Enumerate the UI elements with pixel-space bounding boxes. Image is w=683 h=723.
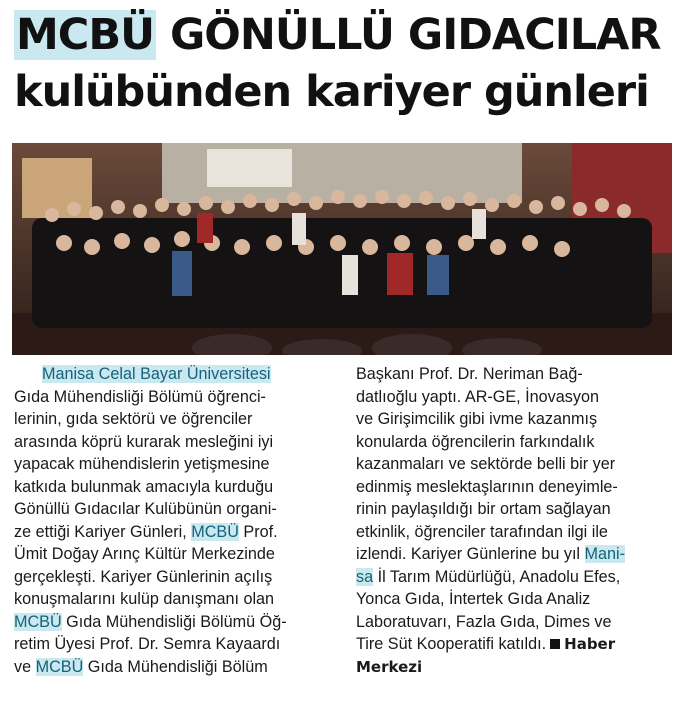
text-line: Ümit Doğay Arınç Kültür Merkezinde xyxy=(14,545,275,563)
text-fragment: ze ettiği Kariyer Günleri, xyxy=(14,522,192,541)
text-line: Yonca Gıda, İntertek Gıda Analiz xyxy=(356,590,591,608)
text-line: ve Girişimcilik gibi ivme kazanmış xyxy=(356,410,598,428)
text-line: konularda öğrencilerin farkındalık xyxy=(356,432,595,451)
text-line: etkinlik, öğrenciler tarafından ilgi ile xyxy=(356,522,608,541)
text-line: rinin paylaşıldığı bir ortam sağlayan xyxy=(356,500,611,518)
headline-line-2: kulübünden kariyer günleri xyxy=(14,67,649,117)
headline-line-1 xyxy=(14,8,674,62)
headline-highlight: MCBÜ xyxy=(16,10,155,60)
text-fragment: Prof. xyxy=(238,522,278,541)
text-line: konuşmalarını kulüp danışmanı olan xyxy=(14,590,275,608)
text-fragment: İl Tarım Müdürlüğü, Anadolu Efes, xyxy=(373,567,621,586)
text-fragment: izlendi. Kariyer Günlerine bu yıl xyxy=(356,545,585,563)
text-line xyxy=(14,656,319,679)
text-fragment: ve xyxy=(14,657,36,676)
square-bullet-icon xyxy=(550,639,560,649)
text-line: Başkanı Prof. Dr. Neriman Bağ- xyxy=(356,365,583,383)
text-fragment: Gıda Mühendisliği Bölüm xyxy=(83,657,268,676)
text-fragment: Tire Süt Kooperatifi katıldı. xyxy=(356,635,547,653)
text-line: katkıda bulunmak amacıyla kurduğu xyxy=(14,477,274,496)
text-line: Gönüllü Gıdacılar Kulübünün organi- xyxy=(14,500,277,518)
text-line xyxy=(356,566,661,589)
text-line xyxy=(14,521,319,544)
text-line xyxy=(14,611,319,634)
text-line: lerinin, gıda sektörü ve öğrenciler xyxy=(14,410,253,428)
university-name: Manisa Celal Bayar Üniversitesi xyxy=(42,365,271,383)
text-line xyxy=(356,543,661,566)
text-line: Gıda Mühendisliği Bölümü öğrenci- xyxy=(14,387,266,406)
mcbu-highlight: MCBÜ xyxy=(191,522,239,541)
headline-line-1-text: GÖNÜLLÜ GIDACILAR xyxy=(156,10,661,60)
manisa-highlight: Mani- xyxy=(584,545,626,563)
text-line: gerçekleşti. Kariyer Günlerinin açılış xyxy=(14,567,273,586)
text-line: Laboratuvarı, Fazla Gıda, Dimes ve xyxy=(356,612,612,631)
text-line: arasında köprü kurarak mesleğini iyi xyxy=(14,432,274,451)
group-photo-illustration xyxy=(12,143,672,355)
text-line xyxy=(356,633,661,656)
article-column-left xyxy=(14,363,319,678)
text-line: kazanmaları ve sektörde belli bir yer xyxy=(356,455,616,473)
mcbu-highlight: MCBÜ xyxy=(14,612,62,631)
text-fragment: Gıda Mühendisliği Bölümü Öğ- xyxy=(61,612,287,631)
text-line: datlıoğlu yaptı. AR-GE, İnovasyon xyxy=(356,387,599,406)
article-column-right xyxy=(356,363,661,678)
text-line xyxy=(14,363,319,386)
text-line: retim Üyesi Prof. Dr. Semra Kayaardı xyxy=(14,635,281,653)
group-photo xyxy=(12,143,672,355)
headline xyxy=(14,8,674,122)
text-line: edinmiş meslektaşlarının deneyimle- xyxy=(356,477,618,496)
byline-part-2: Merkezi xyxy=(356,657,423,676)
mcbu-highlight: MCBÜ xyxy=(35,657,84,676)
manisa-highlight: sa xyxy=(356,567,374,586)
byline-part-1: Haber xyxy=(564,635,616,653)
text-line: yapacak mühendislerin yetişmesine xyxy=(14,455,270,473)
